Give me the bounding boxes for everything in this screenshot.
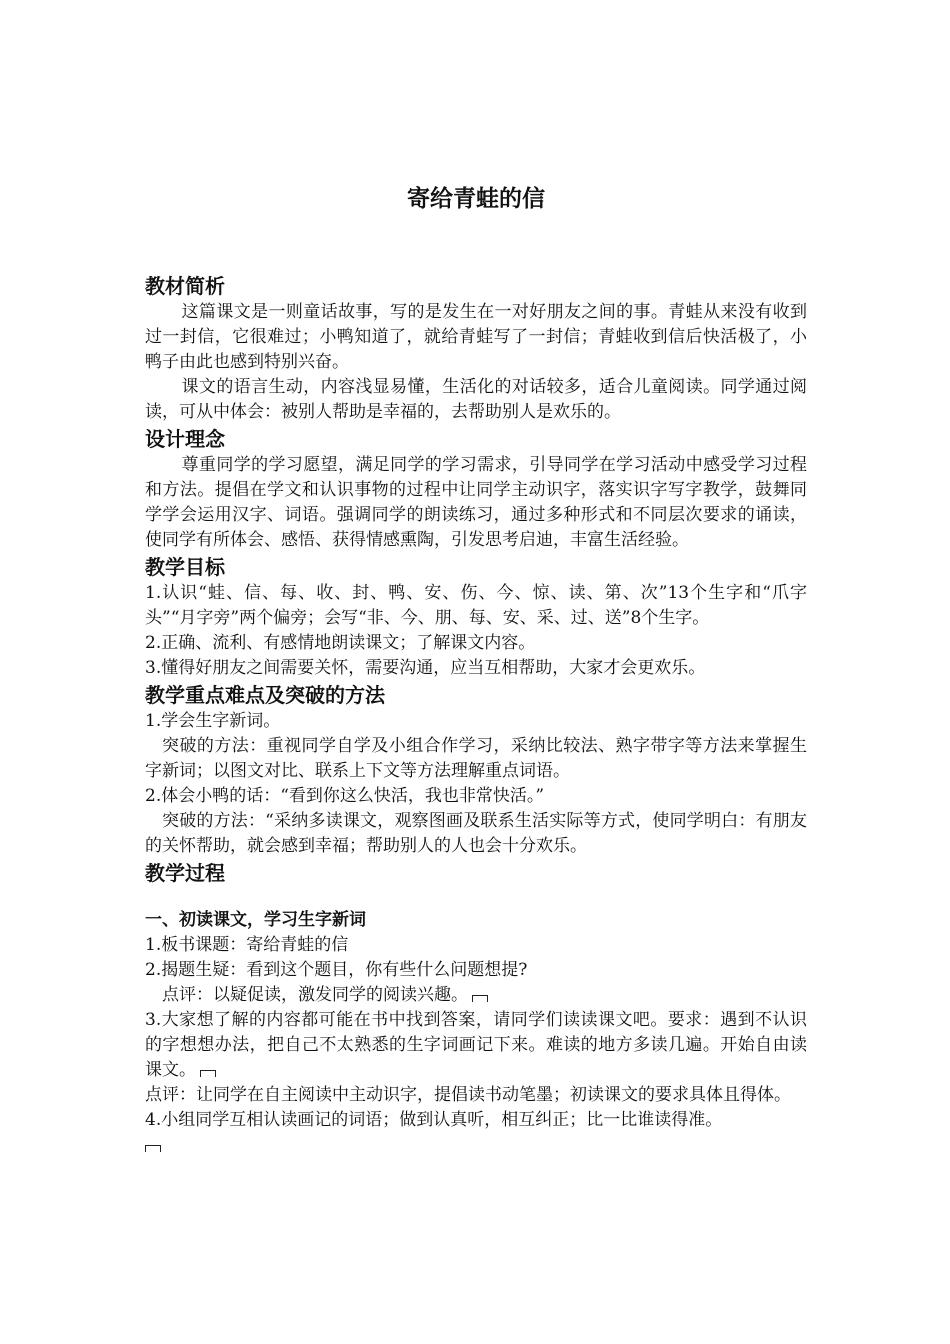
keypoint-item-2: 2.体会小鸭的话：“看到你这么快活，我也非常快活。” <box>145 786 545 806</box>
section-heading-analysis: 教材简析 <box>145 274 225 298</box>
process-comment-2: 点评：让同学在自主阅读中主动识字，提倡读书动笔墨；初读课文的要求具体且得体。 <box>145 1085 791 1105</box>
process-comment-1 <box>145 983 807 1008</box>
goal-item-3: 3.懂得好朋友之间需要关怀，需要沟通，应当互相帮助，大家才会更欢乐。 <box>145 658 706 678</box>
paragraph-mark-icon <box>472 995 488 1002</box>
keypoint-item-1: 1.学会生字新词。 <box>145 711 281 731</box>
paragraph-mark-icon <box>200 1070 216 1077</box>
process-comment-1-text: 点评：以疑促读，激发同学的阅读兴趣。 <box>162 985 468 1005</box>
process-step-3 <box>145 1008 807 1083</box>
process-step-1: 1.板书课题：寄给青蛙的信 <box>145 935 349 955</box>
paragraph-mark-icon <box>145 1145 161 1152</box>
section-heading-keypoints: 教学重点难点及突破的方法 <box>145 683 385 707</box>
analysis-paragraph-2: 课文的语言生动，内容浅显易懂，生活化的对话较多，适合儿童阅读。同学通过阅读，可从中体会：被别人帮助是幸福的，去帮助别人是欢乐的。 <box>145 377 807 422</box>
process-step-3-text: 3.大家想了解的内容都可能在书中找到答案，请同学们读读课文吧。要求：遇到不认识的字想想办法，把自己不太熟悉的生字词画记下来。难读的地方多读几遍。开始自由读课文。 <box>145 1010 807 1080</box>
process-step-2: 2.揭题生疑：看到这个题目，你有些什么问题想提? <box>145 960 528 980</box>
process-subheading: 一、初读课文，学习生字新词 <box>145 910 366 930</box>
keypoint-method-1: 突破的方法：重视同学自学及小组合作学习，采纳比较法、熟字带字等方法来掌握生字新词；以图文对比、联系上下文等方法理解重点词语。 <box>145 736 807 781</box>
goal-item-2: 2.正确、流利、有感情地朗读课文；了解课文内容。 <box>145 633 536 653</box>
document-body <box>145 272 807 1158</box>
section-heading-concept: 设计理念 <box>145 427 225 451</box>
section-heading-goals: 教学目标 <box>145 555 225 579</box>
concept-paragraph: 尊重同学的学习愿望，满足同学的学习需求，引导同学在学习活动中感受学习过程和方法。提倡在学文和认识事物的过程中让同学主动识字，落实识字写字教学，鼓舞同学学会运用汉字、词语。强调同学的朗读练习，通过多种形式和不同层次要求的诵读，使同学有所体会、感悟、获得情感熏陶，引发思考启迪，丰富生活经验。 <box>145 455 807 550</box>
goal-item-1: 1.认识“蛙、信、每、收、封、鸭、安、伤、今、惊、读、第、次”13个生字和“爪字头”“月字旁”两个偏旁；会写“非、今、朋、每、安、采、过、送”8个生字。 <box>145 583 807 628</box>
process-step-4: 4.小组同学互相认读画记的词语；做到认真听，相互纠正；比一比谁读得准。 <box>145 1110 723 1130</box>
keypoint-method-2: 突破的方法：“采纳多读课文，观察图画及联系生活实际等方式，使同学明白：有朋友的关怀帮助，就会感到幸福；帮助别人的人也会十分欢乐。 <box>145 811 807 856</box>
analysis-paragraph-1: 这篇课文是一则童话故事，写的是发生在一对好朋友之间的事。青蛙从来没有收到过一封信，它很难过；小鸭知道了，就给青蛙写了一封信；青蛙收到信后快活极了，小鸭子由此也感到特别兴奋。 <box>145 302 807 372</box>
section-heading-process: 教学过程 <box>145 861 225 885</box>
paragraph-mark-line <box>145 1133 807 1158</box>
document-title: 寄给青蛙的信 <box>407 186 545 212</box>
